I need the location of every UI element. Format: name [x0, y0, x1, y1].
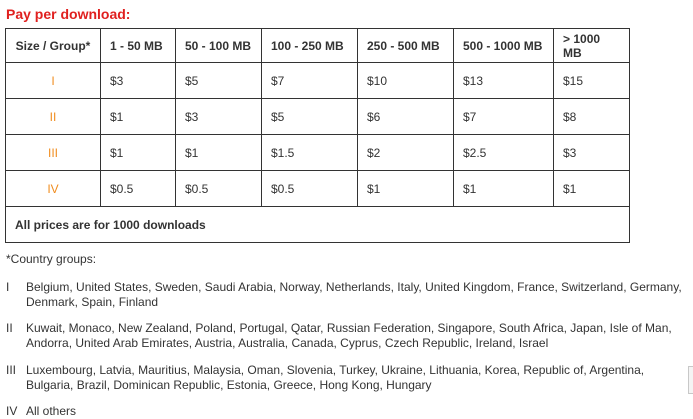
price-cell: $5: [176, 63, 262, 99]
price-cell: $0.5: [262, 171, 358, 207]
price-cell: $3: [176, 99, 262, 135]
price-cell: $1: [176, 135, 262, 171]
price-cell: $3: [101, 63, 176, 99]
group-numeral: I: [6, 280, 10, 294]
group-numeral: II: [6, 321, 13, 335]
scroll-handle[interactable]: [688, 366, 693, 394]
table-footer-row: [6, 207, 630, 243]
table-row: [6, 135, 630, 171]
country-group-item: [6, 321, 693, 351]
page-heading: Pay per download:: [6, 6, 131, 22]
price-cell: $7: [262, 63, 358, 99]
price-cell: $1.5: [262, 135, 358, 171]
header-over-1000mb: > 1000 MB: [554, 29, 630, 63]
price-cell: $5: [262, 99, 358, 135]
price-cell: $7: [454, 99, 554, 135]
header-50-100mb: 50 - 100 MB: [176, 29, 262, 63]
table-row: [6, 63, 630, 99]
group-numeral: III: [6, 363, 17, 377]
prices-note: All prices are for 1000 downloads: [6, 207, 630, 243]
price-cell: $0.5: [176, 171, 262, 207]
table-row: [6, 99, 630, 135]
header-size-group: Size / Group*: [6, 29, 101, 63]
country-groups-title: *Country groups:: [6, 252, 97, 266]
header-100-250mb: 100 - 250 MB: [262, 29, 358, 63]
price-cell: $13: [454, 63, 554, 99]
price-cell: $2.5: [454, 135, 554, 171]
country-group-item: [6, 280, 693, 310]
price-cell: $8: [554, 99, 630, 135]
group-label: III: [6, 135, 101, 171]
price-cell: $15: [554, 63, 630, 99]
group-label: II: [6, 99, 101, 135]
country-list: All others: [26, 404, 77, 418]
group-numeral: IV: [6, 404, 18, 418]
price-cell: $1: [358, 171, 454, 207]
country-list: Belgium, United States, Sweden, Saudi Arabia, Norway, Netherlands, Italy, United Kingdom, France, Switzerland, Germany, Denmark, Spain, Finland: [26, 280, 682, 309]
header-500-1000mb: 500 - 1000 MB: [454, 29, 554, 63]
country-group-item: [6, 404, 693, 419]
pricing-table: [5, 28, 630, 243]
price-cell: $10: [358, 63, 454, 99]
header-1-50mb: 1 - 50 MB: [101, 29, 176, 63]
price-cell: $6: [358, 99, 454, 135]
price-cell: $1: [101, 135, 176, 171]
country-list: Luxembourg, Latvia, Mauritius, Malaysia, Oman, Slovenia, Turkey, Ukraine, Lithuania, Korea, Republic of, Argentina, Bulgaria, Brazil, Dominican Republic, Estonia, Greece, Hong Kong, Hungary: [26, 363, 645, 392]
price-cell: $1: [454, 171, 554, 207]
table-header-row: [6, 29, 630, 63]
group-label: IV: [6, 171, 101, 207]
price-cell: $2: [358, 135, 454, 171]
header-250-500mb: 250 - 500 MB: [358, 29, 454, 63]
price-cell: $0.5: [101, 171, 176, 207]
group-label: I: [6, 63, 101, 99]
table-row: [6, 171, 630, 207]
price-cell: $3: [554, 135, 630, 171]
price-cell: $1: [101, 99, 176, 135]
country-list: Kuwait, Monaco, New Zealand, Poland, Portugal, Qatar, Russian Federation, Singapore, South Africa, Japan, Isle of Man, Andorra, United Arab Emirates, Austria, Australia, Canada, Cyprus, Czech Republic, Ireland, Israel: [26, 321, 672, 350]
price-cell: $1: [554, 171, 630, 207]
country-group-item: [6, 363, 693, 393]
